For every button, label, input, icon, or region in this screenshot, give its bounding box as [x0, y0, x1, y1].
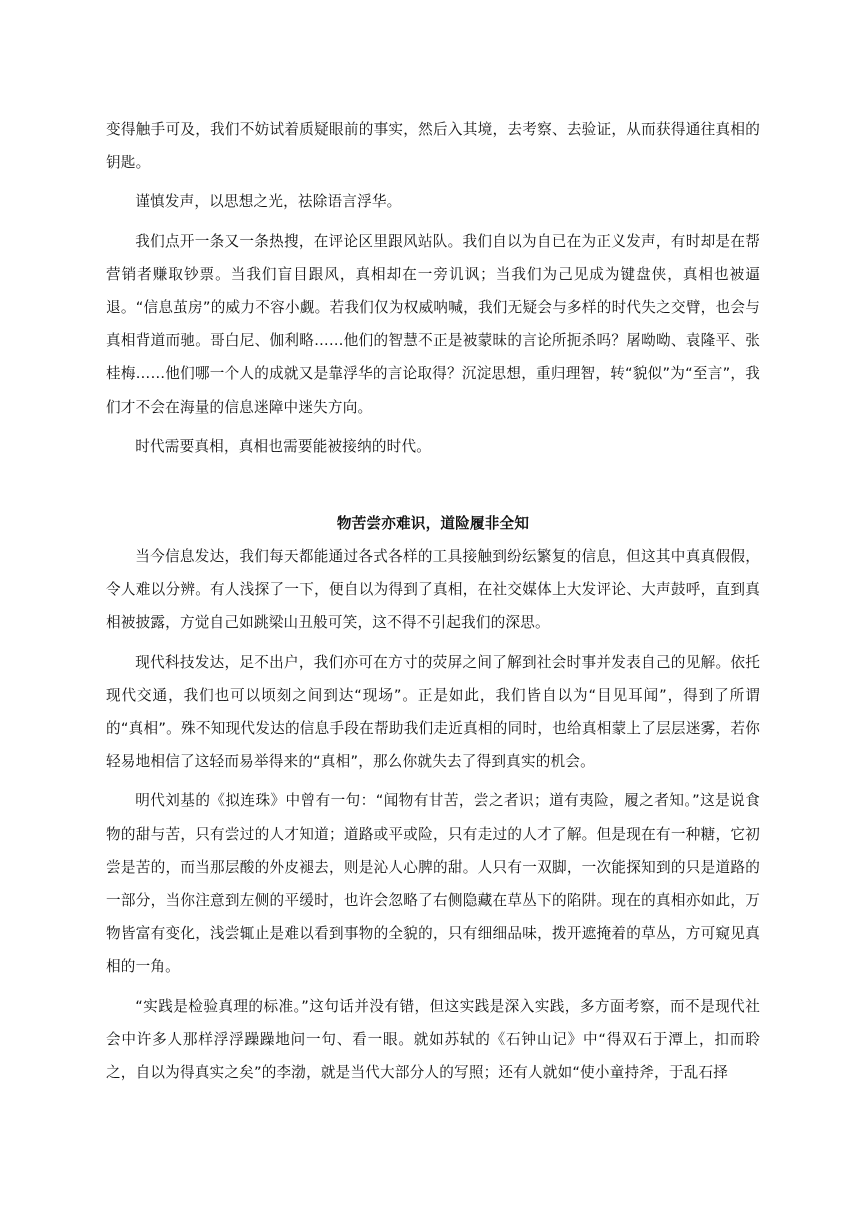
paragraph-body: 现代科技发达，足不出户，我们亦可在方寸的荧屏之间了解到社会时事并发表自己的见解。依托现代交通，我们也可以顷刻之间到达“现场”。正是如此，我们皆自以为“目见耳闻”，得到了所谓的“真相”。殊不知现代发达的信息手段在帮助我们走近真相的同时，也给真相蒙上了层层迷雾，若你轻易地相信了这轻而易举得来的“真相”，那么你就失去了得到真实的机会。 [106, 653, 760, 771]
essay-title: 物苦尝亦难识，道险履非全知 [336, 515, 530, 533]
paragraph-body: “实践是检验真理的标准。”这句话并没有错，但这实践是深入实践，多方面考察，而不是现代社会中许多人那样浮浮躁躁地问一句、看一眼。就如苏轼的《石钟山记》中“得双石于潭上，扣而聆之，自以为得真实之矣”的李渤，就是当代大部分人的写照；还有人就如“使小童持斧，于乱石择 [106, 997, 760, 1082]
paragraph-thesis: 谨慎发声，以思想之光，祛除语言浮华。 [135, 193, 402, 211]
paragraph-conclusion: 时代需要真相，真相也需要能被接纳的时代。 [135, 437, 432, 455]
paragraph-body: 我们点开一条又一条热搜，在评论区里跟风站队。我们自以为自已在为正义发声，有时却是在帮营销者赚取钞票。当我们盲目跟风，真相却在一旁讥讽；当我们为己见成为键盘侠，真相也被逼退。“信息茧房”的威力不容小觑。若我们仅为权威呐喊，我们无疑会与多样的时代失之交臂，也会与真相背道而驰。哥白尼、伽利略……他们的智慧不正是被蒙昧的言论所扼杀吗？屠呦呦、袁隆平、张桂梅……他们哪一个人的成就又是靠浮华的言论取得？沉淀思想，重归理智，转“貌似”为“至言”，我们才不会在海量的信息迷障中迷失方向。 [106, 232, 760, 416]
paragraph-intro: 当今信息发达，我们每天都能通过各式各样的工具接触到纷纭繁复的信息，但这其中真真假假，令人难以分辨。有人浅探了一下，便自以为得到了真相，在社交媒体上大发评论、大声鼓呼，直到真相被披露，方觉自己如跳梁山丑般可笑，这不得不引起我们的深思。 [106, 548, 760, 632]
top-margin [106, 0, 760, 113]
document-page [106, 0, 760, 1089]
section-gap [106, 463, 760, 507]
paragraph-body: 明代刘基的《拟连珠》中曾有一句：“闻物有甘苦，尝之者识；道有夷险，履之者知。”这是说食物的甜与苦，只有尝过的人才知道；道路或平或险，只有走过的人才了解。但是现在有一种糖，它初尝是苦的，而当那层酸的外皮褪去，则是沁人心脾的甜。人只有一双脚，一次能探知到的只是道路的一部分，当你注意到左侧的平缓时，也许会忽略了右侧隐藏在草丛下的陷阱。现在的真相亦如此，万物皆富有变化，浅尝辄止是难以看到事物的全貌的，只有细细品味，拨开遮掩着的草丛，方可窥见真相的一角。 [106, 792, 760, 976]
paragraph-continuation: 变得触手可及，我们不妨试着质疑眼前的事实，然后入其境，去考察、去验证，从而获得通往真相的钥匙。 [106, 121, 760, 172]
